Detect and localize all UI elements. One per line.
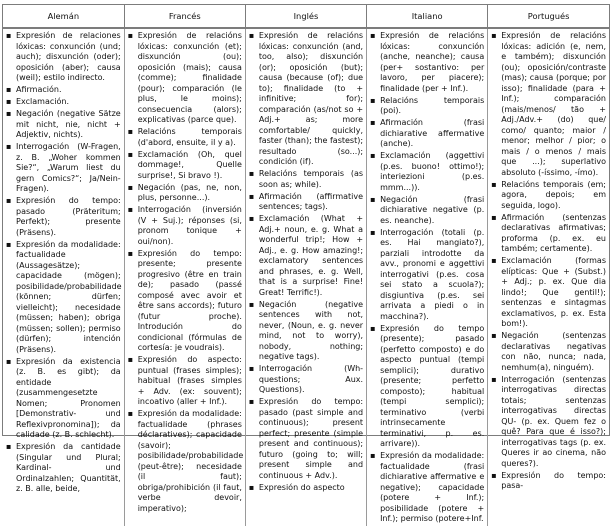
column-aleman	[3, 28, 124, 526]
aleman-grammar-item: ▪ Expresión da existencia (z. B. es gibt); da entidade (zusammengesetzte Nomen; Pronomen [Demonstrativ- und Reflexivpronomina]); da calidade (z. B. schlecht).	[5, 357, 121, 441]
portugues-grammar-item: ▪ Relacións temporais (em; agora, depois; em seguida, logo).	[490, 180, 606, 212]
italiano-grammar-item: ▪ Interrogación (totali (p. es. Hai mangiato?), parziali introdotte da avv., pronomi e aggettivi interrogativi (p.es. cosa sei stato a scuola?); disgiuntiva (p.es. sei arrivata a piedi o in macchina?).	[369, 228, 484, 323]
portugues-grammar-item: ▪ Expresión do tempo: pasa-	[490, 471, 606, 492]
aleman-grammar-item: ▪ Expresión da cantidade (Singular und Plural; Kardinal- und Ordinalzahlen; Quantität, z. B. alle, beide,	[5, 442, 121, 495]
header-aleman: Alemán	[3, 5, 124, 28]
languages-table	[3, 5, 609, 526]
italiano-grammar-item: ▪ Relacións temporais (poi).	[369, 96, 484, 117]
grammar-content-table	[2, 4, 610, 523]
header-ingles: Inglés	[245, 5, 366, 28]
ingles-grammar-item: ▪ Interrogación (Wh- questions; Aux. Questions).	[248, 364, 363, 396]
portugues-grammar-item: ▪ Exclamación (formas elípticas: Que + (Subst.) + Adj.; p. ex. Que dia lindo!; Que gentil!); sentenzas e sintagmas exclamativos, p. ex. Esta bom!).	[490, 256, 606, 330]
frances-grammar-item: ▪ Negación (pas, ne, non, plus, personne...).	[127, 183, 242, 204]
aleman-grammar-item: ▪ Exclamación.	[5, 97, 121, 108]
frances-grammar-item: ▪ Interrogación (inversión (V + Suj.); réponses (si, pronom tonique + oui/non).	[127, 205, 242, 247]
frances-grammar-item: ▪ Expresión do tempo: presente; presente progresivo (être en train de); pasado (passé composé avec avoir et être sans accords); futuro (futur proche). Introdución do condicional (fórmulas de cortesía: je voudrais).	[127, 249, 242, 354]
portugues-grammar-item: ▪ Afirmación (sentenzas declarativas afirmativas; proforma (p. ex. eu também; certamente).	[490, 213, 606, 255]
frances-list	[127, 31, 242, 514]
aleman-grammar-item: ▪ Expresión do tempo: pasado (Präteritum; Perfekt); presente (Präsens).	[5, 196, 121, 238]
header-portugues: Portugués	[488, 5, 609, 28]
portugues-list	[490, 31, 606, 492]
portugues-grammar-item: ▪ Expresión de relacións lóxicas: adición (e, nem, e também); disxunción (ou); oposición/contraste (mas); causa (porque; por isso); finalidade (para + Inf.); comparación (mais/menos/ tão + Adj./Adv.+ (do) que/ como/ quanto; maior / menor; melhor / pior; o mais / o menos / mais que ...); superlativo absoluto (-íssimo, -ímo).	[490, 31, 606, 178]
ingles-grammar-item: ▪ Afirmación (affirmative sentences; tags).	[248, 192, 363, 213]
ingles-grammar-item: ▪ Exclamación (What + Adj.+ noun, e. g. What a wonderful trip!; How + Adj., e. g. How amazing!; exclamatory sentences and phrases, e. g. Well, that is a surprise! Fine! Great! Terrific!).	[248, 214, 363, 298]
ingles-grammar-item: ▪ Expresión do tempo: pasado (past simple and continuous); present perfect; presente (simple present and continuous); futuro (going to; will; present simple and continuous + Adv.).	[248, 397, 363, 481]
aleman-grammar-item: ▪ Negación (negative Sätze mit nicht, nie, nicht + Adjektiv, nichts).	[5, 109, 121, 141]
ingles-grammar-item: ▪ Expresión de relacións lóxicas: conxunción (and, too, also); disxunción (or); oposición (but); causa (because (of); due to); finalidade (to + infinitive; for); comparación (as/not so + Adj.+ as; more comfortable/ quickly, faster (than); the fastest); resultado (so...); condición (if).	[248, 31, 363, 168]
frances-grammar-item: ▪ Expresión do aspecto: puntual (frases simples); habitual (frases simples + Adv. (ex: souvent); incoativo (aller + Inf.).	[127, 355, 242, 408]
ingles-grammar-item: ▪ Expresión do aspecto	[248, 483, 363, 494]
frances-grammar-item: ▪ Expresión de relacións lóxicas: conxunción (et); disxunción (ou); oposición (mais); causa (comme); finalidade (pour); comparación (le plus, le moins); consecuencia (alors); explicativas (parce que).	[127, 31, 242, 126]
italiano-grammar-item: ▪ Afirmación (frasi dichiarative affermative (anche).	[369, 118, 484, 150]
italiano-list	[369, 31, 484, 525]
content-row	[3, 28, 609, 526]
italiano-grammar-item: ▪ Negación (frasi dichiarative negative (p. es. neanche).	[369, 195, 484, 227]
column-ingles	[245, 28, 366, 526]
aleman-grammar-item: ▪ Interrogación (W-Fragen, z. B. „Woher kommen Sie?“, „Warum liest du gern Comics?“; Ja/Nein-Fragen).	[5, 142, 121, 195]
header-italiano: Italiano	[367, 5, 488, 28]
portugues-grammar-item: ▪ Negación (sentenzas declarativas negativas con não, nunca; nada, nemhum(a), ninguém).	[490, 331, 606, 373]
column-portugues	[488, 28, 609, 526]
column-frances	[124, 28, 245, 526]
aleman-grammar-item: ▪ Afirmación.	[5, 85, 121, 96]
italiano-grammar-item: ▪ Exclamación (aggettivi (p.es. buono! ottimo!); interiezioni (p.es. mmm...)).	[369, 151, 484, 193]
aleman-grammar-item: ▪ Expresión de relaciones lóxicas: conxunción (und; auch); disxunción (oder); oposición (aber); causa (weil); estilo indirecto.	[5, 31, 121, 84]
column-italiano	[367, 28, 488, 526]
frances-grammar-item: ▪ Expresión da modalidade: factualidade (phrases déclaratives); capacidade (savoir); posibilidade/probabilidade (peut-être); necesidade (il faut); obriga/prohibición (il faut, verbe devoir, imperativo);	[127, 409, 242, 514]
header-frances: Francés	[124, 5, 245, 28]
aleman-list	[5, 31, 121, 495]
italiano-grammar-item: ▪ Expresión do tempo (presente); pasado (perfetto composto) e do aspecto puntual (tempi semplici); durativo (presente; perfetto composto); habitual (tempi semplici); terminativo (verbi intrinsecamente terminativi, p. es. arrivare)).	[369, 324, 484, 450]
ingles-grammar-item: ▪ Relacións temporais (as soon as; while).	[248, 169, 363, 190]
portugues-grammar-item: ▪ Interrogación (sentenzas interrogativas directas totais; sentenzas interrogativas directas QU- (p. ex. Quem fez o quê? Para que é isso?); interrogativas tags (p. ex. Queres ir ao cinema, não queres?).	[490, 375, 606, 470]
aleman-grammar-item: ▪ Expresión da modalidade: factualidade (Aussagesätze); capacidade (mögen); posibilidade/probabilidade (können; dürfen; vielleicht); necesidade (müssen; haben); obriga (müssen; sollen); permiso (dürfen); intención (Präsens).	[5, 240, 121, 356]
frances-grammar-item: ▪ Relacións temporais (d'abord, ensuite, il y a).	[127, 127, 242, 148]
italiano-grammar-item: ▪ Expresión da modalidade: factualidade (frasi dichiarative affermative e negative); capacidade (potere + Inf.); posibilidade (potere + Inf.); permiso (potere+Inf.	[369, 451, 484, 525]
ingles-list	[248, 31, 363, 493]
italiano-grammar-item: ▪ Expresión de relacións lóxicas: conxunción (anche, neanche); causa (per+ sostantivo: per lavoro, per piacere); finalidade (per + Inf.).	[369, 31, 484, 94]
header-row	[3, 5, 609, 28]
ingles-grammar-item: ▪ Negación (negative sentences with not, never, (Noun, e. g. never mind, not to worry), nobody, nothing; negative tags).	[248, 300, 363, 363]
frances-grammar-item: ▪ Exclamación (Oh, quel dommage!, Quelle surprise!, Si bravo !).	[127, 150, 242, 182]
